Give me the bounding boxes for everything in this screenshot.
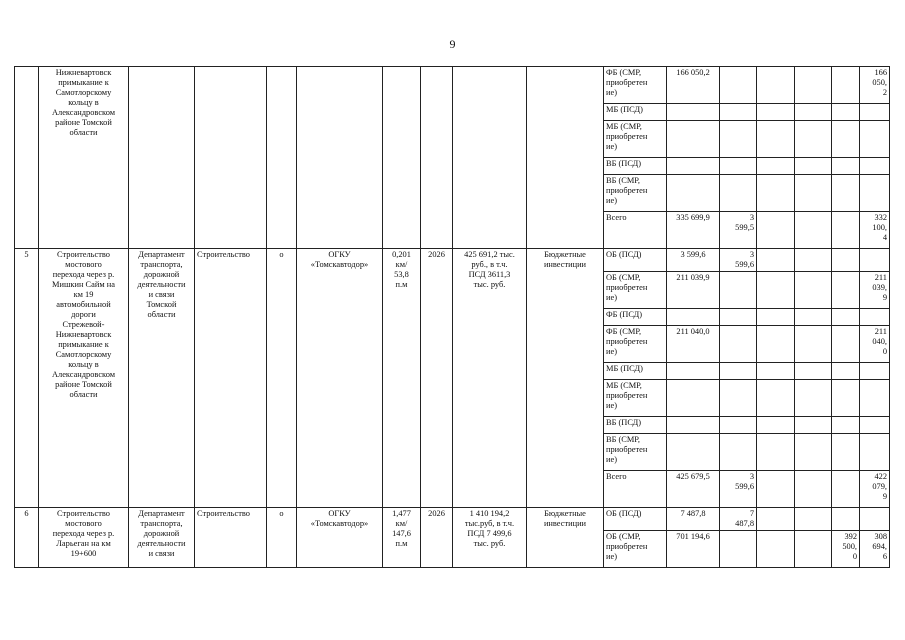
- cell-amount-c: [757, 326, 795, 363]
- cell-amount-b: 3 599,6: [720, 471, 757, 508]
- cell-amount-f: [860, 121, 890, 158]
- cell-amount-f: [860, 363, 890, 380]
- cell-amount-f: 422 079, 9: [860, 471, 890, 508]
- cell-amount-b: [720, 104, 757, 121]
- cell-amount-c: [757, 158, 795, 175]
- cell-amount-b: [720, 175, 757, 212]
- cell-amount-f: [860, 508, 890, 531]
- cell-amount-d: [795, 380, 832, 417]
- cell-amount-d: [795, 104, 832, 121]
- cell-amount-e: [832, 272, 860, 309]
- cell-amount-b: [720, 531, 757, 568]
- cell-amount-b: [720, 67, 757, 104]
- cell-amount-a: 701 194,6: [667, 531, 720, 568]
- cell-amount-d: [795, 417, 832, 434]
- cell-amount-b: [720, 309, 757, 326]
- cell-amount-e: [832, 121, 860, 158]
- cell-amount-c: [757, 309, 795, 326]
- cell-amount-a: 3 599,6: [667, 249, 720, 272]
- cell-amount-e: [832, 309, 860, 326]
- cell-amount-c: [757, 249, 795, 272]
- cell-amount-c: [757, 104, 795, 121]
- cell-amount-c: [757, 471, 795, 508]
- cell-amount-b: 7 487,8: [720, 508, 757, 531]
- cell-amount-c: [757, 380, 795, 417]
- cell-amount-f: [860, 158, 890, 175]
- cell-amount-c: [757, 121, 795, 158]
- cell-amount-c: [757, 272, 795, 309]
- cell-capacity: 1,477 км/ 147,6 п.м: [383, 508, 421, 568]
- cell-funding-source: ВБ (СМР, приобретен ие): [604, 434, 667, 471]
- cell-amount-e: [832, 417, 860, 434]
- cell-amount-c: [757, 417, 795, 434]
- cell-funding-source: ФБ (СМР, приобретен ие): [604, 326, 667, 363]
- cell-amount-d: [795, 363, 832, 380]
- cell-amount-b: [720, 121, 757, 158]
- cell-amount-d: [795, 471, 832, 508]
- cell-year: 2026: [421, 249, 453, 508]
- cell-amount-c: [757, 434, 795, 471]
- cell-flag: о: [267, 249, 297, 508]
- cell-amount-e: [832, 67, 860, 104]
- investment-table: [14, 66, 890, 568]
- cell-funding-source: ВБ (СМР, приобретен ие): [604, 175, 667, 212]
- cell-amount-d: [795, 309, 832, 326]
- cell-amount-e: [832, 158, 860, 175]
- cell-department: Департамент транспорта, дорожной деятельности и связи Томской области: [129, 249, 195, 508]
- cell-amount-a: [667, 158, 720, 175]
- cell-amount-b: 3 599,5: [720, 212, 757, 249]
- cell-amount-d: [795, 67, 832, 104]
- cell-amount-b: [720, 363, 757, 380]
- cell-funding-source: МБ (СМР, приобретен ие): [604, 380, 667, 417]
- cell-amount-a: [667, 434, 720, 471]
- cell-type: Строительство: [195, 249, 267, 508]
- cell-amount-a: [667, 380, 720, 417]
- cell-flag: [267, 67, 297, 249]
- cell-amount-e: [832, 249, 860, 272]
- cell-amount-d: [795, 531, 832, 568]
- cell-department: Департамент транспорта, дорожной деятельности и связи: [129, 508, 195, 568]
- cell-amount-c: [757, 67, 795, 104]
- cell-cost: 1 410 194,2 тыс.руб, в т.ч. ПСД 7 499,6 тыс. руб.: [453, 508, 527, 568]
- cell-amount-a: [667, 175, 720, 212]
- cell-amount-a: 166 050,2: [667, 67, 720, 104]
- cell-amount-a: 211 039,9: [667, 272, 720, 309]
- cell-amount-a: [667, 309, 720, 326]
- cell-flag: о: [267, 508, 297, 568]
- cell-amount-f: 308 694, 6: [860, 531, 890, 568]
- cell-amount-e: [832, 175, 860, 212]
- cell-funding-source: ВБ (ПСД): [604, 417, 667, 434]
- cell-amount-f: 211 039, 9: [860, 272, 890, 309]
- cell-amount-d: [795, 158, 832, 175]
- cell-form: Бюджетные инвестиции: [527, 249, 604, 508]
- cell-cost: 425 691,2 тыс. руб., в т.ч. ПСД 3611,3 тыс. руб.: [453, 249, 527, 508]
- cell-amount-b: [720, 326, 757, 363]
- cell-num: 5: [15, 249, 39, 508]
- cell-amount-a: [667, 121, 720, 158]
- cell-amount-d: [795, 326, 832, 363]
- cell-amount-c: [757, 212, 795, 249]
- cell-customer: ОГКУ «Томскавтодор»: [297, 508, 383, 568]
- cell-funding-source: МБ (ПСД): [604, 363, 667, 380]
- table-body: [15, 67, 890, 568]
- cell-amount-f: [860, 417, 890, 434]
- cell-amount-e: 392 500, 0: [832, 531, 860, 568]
- cell-amount-e: [832, 326, 860, 363]
- cell-funding-source: МБ (ПСД): [604, 104, 667, 121]
- cell-num: 6: [15, 508, 39, 568]
- cell-funding-source: ВБ (ПСД): [604, 158, 667, 175]
- cell-amount-f: [860, 309, 890, 326]
- cell-funding-source: ФБ (ПСД): [604, 309, 667, 326]
- cell-form: Бюджетные инвестиции: [527, 508, 604, 568]
- cell-amount-e: [832, 471, 860, 508]
- cell-cost: [453, 67, 527, 249]
- table-row: [15, 249, 890, 272]
- cell-amount-e: [832, 363, 860, 380]
- cell-amount-e: [832, 434, 860, 471]
- cell-amount-a: [667, 363, 720, 380]
- cell-amount-a: 335 699,9: [667, 212, 720, 249]
- cell-amount-e: [832, 508, 860, 531]
- cell-form: [527, 67, 604, 249]
- cell-amount-d: [795, 249, 832, 272]
- cell-amount-f: [860, 380, 890, 417]
- cell-funding-source: ФБ (СМР, приобретен ие): [604, 67, 667, 104]
- cell-amount-f: [860, 175, 890, 212]
- cell-amount-e: [832, 212, 860, 249]
- cell-amount-f: 332 100, 4: [860, 212, 890, 249]
- cell-funding-source: Всего: [604, 471, 667, 508]
- cell-name: Строительство мостового перехода через р. Ларьеган на км 19+600: [39, 508, 129, 568]
- cell-amount-d: [795, 272, 832, 309]
- cell-funding-source: ОБ (ПСД): [604, 508, 667, 531]
- cell-amount-f: [860, 434, 890, 471]
- cell-amount-d: [795, 212, 832, 249]
- cell-funding-source: ОБ (СМР, приобретен ие): [604, 272, 667, 309]
- cell-amount-b: [720, 272, 757, 309]
- cell-amount-a: [667, 104, 720, 121]
- cell-funding-source: Всего: [604, 212, 667, 249]
- table-row: [15, 508, 890, 531]
- cell-capacity: 0,201 км/ 53,8 п.м: [383, 249, 421, 508]
- cell-amount-f: 166 050, 2: [860, 67, 890, 104]
- cell-amount-b: [720, 158, 757, 175]
- cell-type: [195, 67, 267, 249]
- cell-amount-b: [720, 417, 757, 434]
- cell-amount-a: 7 487,8: [667, 508, 720, 531]
- cell-amount-a: [667, 417, 720, 434]
- cell-name: Строительство мостового перехода через р. Мишкин Сайм на км 19 автомобильной дороги Стрежевой- Нижневартовск примыкание к Самотлорскому кольцу в Александровском районе Томской области: [39, 249, 129, 508]
- cell-year: [421, 67, 453, 249]
- cell-capacity: [383, 67, 421, 249]
- cell-amount-d: [795, 175, 832, 212]
- cell-customer: ОГКУ «Томскавтодор»: [297, 249, 383, 508]
- cell-amount-c: [757, 531, 795, 568]
- cell-funding-source: ОБ (ПСД): [604, 249, 667, 272]
- cell-year: 2026: [421, 508, 453, 568]
- cell-amount-e: [832, 104, 860, 121]
- cell-num: [15, 67, 39, 249]
- cell-type: Строительство: [195, 508, 267, 568]
- cell-amount-f: [860, 249, 890, 272]
- cell-department: [129, 67, 195, 249]
- cell-amount-f: 211 040, 0: [860, 326, 890, 363]
- cell-amount-d: [795, 434, 832, 471]
- cell-amount-b: 3 599,6: [720, 249, 757, 272]
- cell-amount-b: [720, 434, 757, 471]
- cell-amount-c: [757, 175, 795, 212]
- cell-amount-c: [757, 508, 795, 531]
- cell-funding-source: МБ (СМР, приобретен ие): [604, 121, 667, 158]
- cell-amount-d: [795, 121, 832, 158]
- page-number: 9: [449, 37, 456, 51]
- cell-amount-a: 211 040,0: [667, 326, 720, 363]
- cell-name: Нижневартовск примыкание к Самотлорскому кольцу в Александровском районе Томской области: [39, 67, 129, 249]
- cell-amount-f: [860, 104, 890, 121]
- cell-amount-d: [795, 508, 832, 531]
- cell-amount-b: [720, 380, 757, 417]
- cell-amount-c: [757, 363, 795, 380]
- cell-funding-source: ОБ (СМР, приобретен ие): [604, 531, 667, 568]
- cell-amount-a: 425 679,5: [667, 471, 720, 508]
- table-row: [15, 67, 890, 104]
- cell-customer: [297, 67, 383, 249]
- cell-amount-e: [832, 380, 860, 417]
